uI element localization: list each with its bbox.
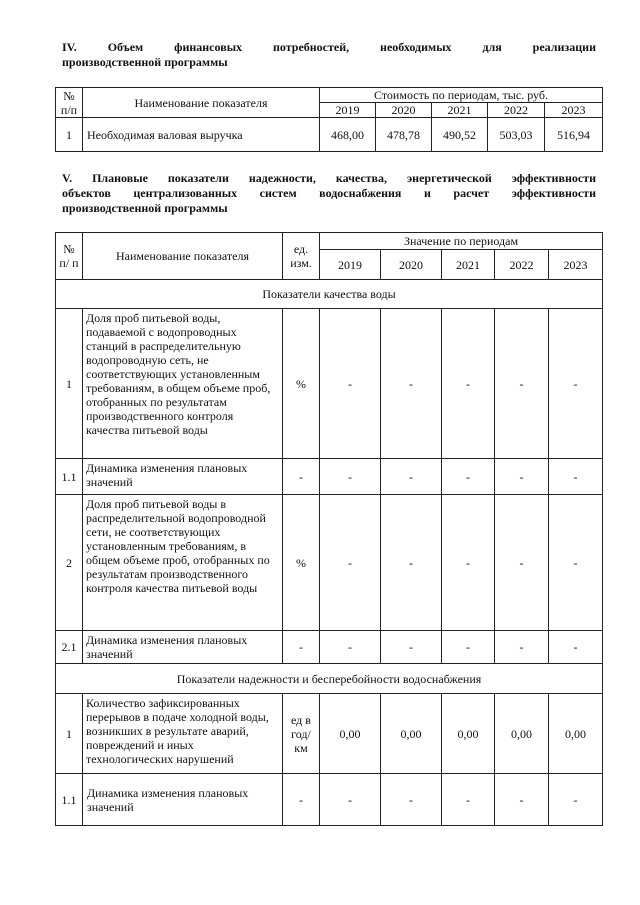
table-row	[56, 631, 603, 664]
row-value: -	[495, 309, 549, 459]
row-unit: %	[283, 309, 320, 459]
col-header-name: Наименование показателя	[83, 233, 283, 280]
row-name: Количество зафиксированных перерывов в подаче холодной воды, возникших в результате аварий, повреждений и иных технологических нарушений	[83, 694, 283, 774]
year-header: 2023	[545, 103, 603, 118]
row-name: Динамика изменения плановых значений	[83, 459, 283, 495]
section5-title-line3: производственной программы	[62, 201, 228, 215]
col-header-name: Наименование показателя	[83, 88, 320, 118]
row-value: 0,00	[381, 694, 442, 774]
row-name: Доля проб питьевой воды в распределительной водопроводной сети, не соответствующих установленным требованиям, в общем объеме проб, отобранных по результатам производственного контроля качества питьевой воды	[83, 495, 283, 631]
row-value: -	[381, 459, 442, 495]
table-row	[56, 694, 603, 774]
row-value: -	[549, 495, 603, 631]
row-unit: -	[283, 774, 320, 826]
year-header: 2021	[442, 250, 495, 280]
row-value: 516,94	[545, 118, 603, 152]
group-header-quality: Показатели качества воды	[56, 280, 603, 309]
row-value: 468,00	[320, 118, 376, 152]
year-header: 2021	[432, 103, 488, 118]
row-value: -	[320, 495, 381, 631]
col-header-cost: Стоимость по периодам, тыс. руб.	[320, 88, 603, 103]
year-header: 2020	[376, 103, 432, 118]
table-row	[56, 309, 603, 459]
row-num: 2.1	[56, 631, 83, 664]
row-value: 503,03	[488, 118, 545, 152]
year-header: 2019	[320, 250, 381, 280]
table-row	[56, 774, 603, 826]
row-value: -	[442, 631, 495, 664]
row-value: 0,00	[549, 694, 603, 774]
row-value: -	[381, 774, 442, 826]
row-name: Доля проб питьевой воды, подаваемой с водопроводных станций в распределительную водопроводную сеть, не соответствующих установленным требованиям, в общем объеме проб, отобранных по результатам производственного контроля качества питьевой воды	[83, 309, 283, 459]
year-header: 2019	[320, 103, 376, 118]
row-value: -	[320, 309, 381, 459]
indicators-table	[55, 232, 603, 826]
row-num: 1	[56, 309, 83, 459]
row-num: 1	[56, 118, 83, 152]
year-header: 2022	[495, 250, 549, 280]
row-name: Необходимая валовая выручка	[83, 118, 320, 152]
financial-needs-table	[55, 87, 603, 152]
row-value: -	[549, 631, 603, 664]
row-value: -	[549, 459, 603, 495]
row-value: -	[495, 774, 549, 826]
row-unit: -	[283, 459, 320, 495]
row-name: Динамика изменения плановых значений	[83, 774, 283, 826]
col-header-values: Значение по периодам	[320, 233, 603, 250]
col-header-num: № п/п	[56, 88, 83, 118]
table-row	[56, 495, 603, 631]
row-unit: -	[283, 631, 320, 664]
group-header-reliability: Показатели надежности и бесперебойности водоснабжения	[56, 664, 603, 694]
row-value: 0,00	[320, 694, 381, 774]
row-unit: %	[283, 495, 320, 631]
table-row	[56, 118, 603, 152]
row-value: -	[549, 309, 603, 459]
row-value: -	[381, 631, 442, 664]
row-value: -	[549, 774, 603, 826]
row-value: -	[495, 495, 549, 631]
col-header-num: № п/ п	[56, 233, 83, 280]
row-value: -	[442, 309, 495, 459]
row-value: -	[320, 774, 381, 826]
row-value: -	[495, 459, 549, 495]
year-header: 2023	[549, 250, 603, 280]
section5-title-line1: V. Плановые показатели надежности, качества, энергетической эффективности	[62, 171, 596, 185]
section4-title-line2: производственной программы	[62, 55, 228, 69]
row-value: 478,78	[376, 118, 432, 152]
row-value: -	[320, 631, 381, 664]
row-value: -	[442, 774, 495, 826]
table-row	[56, 459, 603, 495]
row-num: 1	[56, 694, 83, 774]
col-header-unit: ед. изм.	[283, 233, 320, 280]
row-value: -	[495, 631, 549, 664]
year-header: 2022	[488, 103, 545, 118]
row-unit: ед в год/ км	[283, 694, 320, 774]
row-value: -	[442, 495, 495, 631]
section5-title-line2: объектов централизованных систем водоснабжения и расчет эффективности	[62, 186, 596, 200]
section4-title-line1: IV. Объем финансовых потребностей, необходимых для реализации	[62, 40, 596, 54]
row-num: 1.1	[56, 459, 83, 495]
row-value: -	[442, 459, 495, 495]
row-value: -	[320, 459, 381, 495]
row-value: -	[381, 495, 442, 631]
row-value: 490,52	[432, 118, 488, 152]
row-name: Динамика изменения плановых значений	[83, 631, 283, 664]
row-value: 0,00	[442, 694, 495, 774]
year-header: 2020	[381, 250, 442, 280]
row-value: 0,00	[495, 694, 549, 774]
row-num: 2	[56, 495, 83, 631]
row-value: -	[381, 309, 442, 459]
row-num: 1.1	[56, 774, 83, 826]
